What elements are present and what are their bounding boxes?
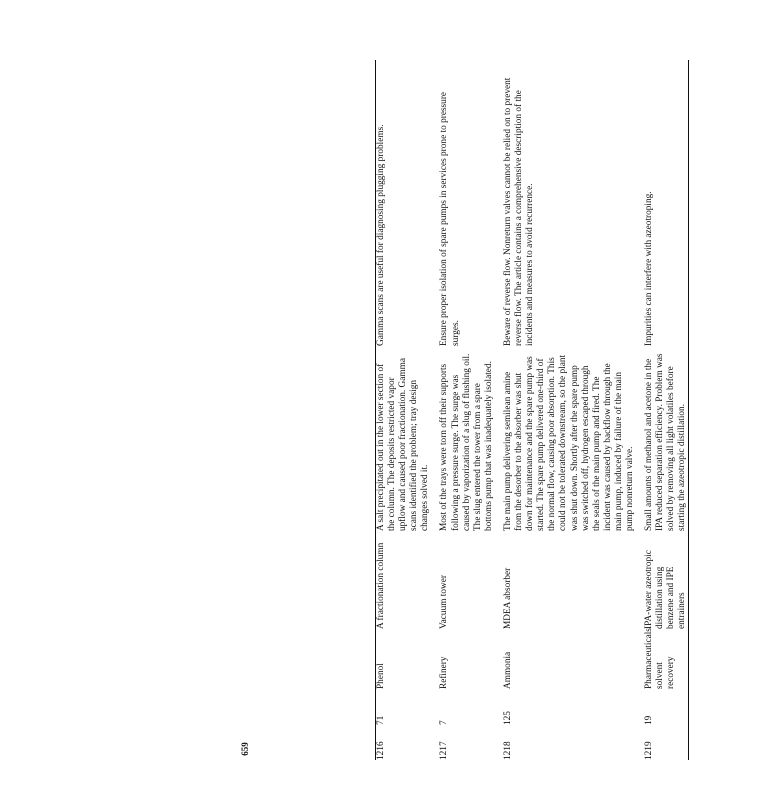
industry-cell: Phenol (376, 629, 432, 689)
industry-cell: Ammonia (502, 651, 513, 689)
industry-cell: Pharmaceuticals solvent recovery (644, 629, 689, 689)
problem-description: A salt precipitated out in the lower section of the column. The deposits restricted vapor upflow and caused poor fractionation. Gamma scans identified the problem; tray design changes solved it. (376, 346, 432, 531)
lesson-learned: Gamma scans are useful for diagnosing plugging problems. (376, 60, 432, 346)
equipment-cell: MDEA absorber (502, 567, 513, 629)
table-row (439, 60, 494, 760)
table-row (503, 60, 636, 760)
case-id: 1218 (502, 741, 513, 760)
lesson-learned: Impurities can interfere with azeotroping. (644, 60, 689, 346)
problem-description: Small amounts of methanol and acetone in the IPA reduced separation efficiency. Problem was solved by removing all light volatiles before starting the azeotropic distillation. (644, 346, 689, 531)
equipment-cell: A fractionation column (376, 531, 432, 629)
lesson-learned: Beware of reverse flow. Nonreturn valves cannot be relied on to prevent reverse flow. The article contains a comprehensive description of the incidents and measures to avoid recurrence. (502, 77, 536, 346)
case-id: 1217 (439, 741, 450, 760)
equipment-cell: IPA-water azeotropic distillation using benzene and IPE entrainers (644, 531, 689, 629)
problem-description: The main pump delivering semilean amine from the desorber to the absorber was shut down for maintenance and the spare pump was started. The spare pump delivered one-third of the normal flow, causing poor absorption. This could not be tolerated downstream, so the plant was shut down. Shortly after the spare pump was switched off, hydrogen escaped through the seals of the main pump and fired. The incident was caused by backflow through the main pump, induced by failure of the main pump nonreturn valve. (502, 354, 635, 531)
reference-count: 7 (439, 720, 450, 725)
table-row (376, 60, 432, 760)
table-row (644, 60, 689, 760)
problem-description: Most of the trays were torn off their supports following a pressure surge. The surge was caused by vaporization of a slug of flushing oil. The slug entered the tower from a spare bottoms pump that was inadequately isolated. (439, 353, 494, 531)
reference-count: 125 (502, 711, 513, 725)
reference-count: 19 (644, 689, 689, 725)
equipment-cell: Vacuum tower (439, 575, 450, 629)
reference-count: 71 (376, 689, 432, 725)
case-id: 1216 (376, 725, 432, 760)
page-number: 659 (240, 742, 250, 756)
case-history-table (375, 60, 689, 760)
industry-cell: Refinery (439, 656, 450, 689)
case-id: 1219 (644, 725, 689, 760)
lesson-learned: Ensure proper isolation of spare pumps in services prone to pressure surges. (439, 91, 461, 346)
rotated-case-table (375, 60, 775, 760)
